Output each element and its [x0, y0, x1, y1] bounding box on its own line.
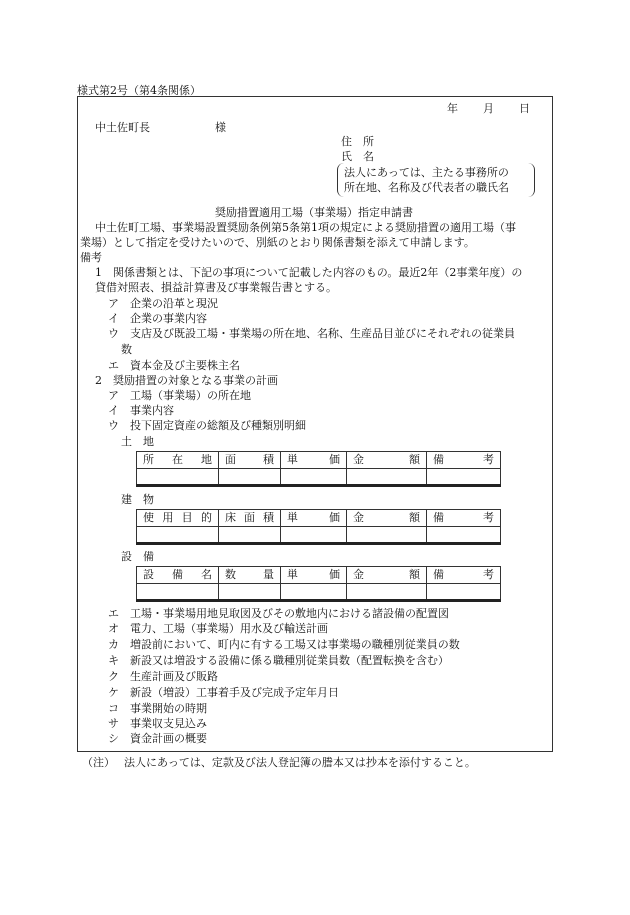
remark-2-a: ア 工場（事業場）の所在地 [108, 389, 251, 402]
building-table [136, 509, 501, 545]
remark-2-ko: コ 事業開始の時期 [108, 702, 207, 715]
remark-1-e: エ 資本金及び主要株主名 [108, 359, 240, 372]
footnote-label: （注） [82, 756, 115, 769]
remark-2-i: イ 事業内容 [108, 404, 174, 417]
remark-2-u: ウ 投下固定資産の総額及び種類別明細 [108, 419, 306, 432]
remark-2-ka: カ 増設前において、町内に有する工場又は事業場の職種別従業員の数 [108, 638, 460, 651]
building-empty-row [137, 527, 501, 544]
footnote-text: 法人にあっては、定款及び法人登記簿の謄本又は抄本を添付すること。 [124, 756, 476, 769]
land-header-location: 所 在 地 [137, 452, 219, 469]
land-header-amount: 金 額 [347, 452, 427, 469]
equipment-header-name: 設 備 名 [137, 567, 219, 584]
equipment-header-unit-price: 単 価 [281, 567, 347, 584]
date-label: 年 月 日 [447, 102, 531, 115]
remark-2-line1: 2 奨励措置の対象となる事業の計画 [95, 374, 278, 387]
land-empty-row [137, 469, 501, 486]
building-header-amount: 金 額 [347, 510, 427, 527]
remark-2-ke: ケ 新設（増設）工事着手及び完成予定年月日 [108, 686, 339, 699]
equipment-label: 設 備 [121, 550, 154, 563]
remark-2-e: エ 工場・事業場用地見取図及びその敷地内における諸設備の配置図 [108, 607, 449, 620]
land-header-area: 面 積 [219, 452, 281, 469]
building-label: 建 物 [121, 493, 154, 506]
equipment-header-remarks: 備 考 [427, 567, 501, 584]
remark-2-o: オ 電力、工場（事業場）用水及び輸送計画 [108, 622, 328, 635]
form-number: 様式第2号（第4条関係） [77, 84, 201, 97]
equipment-table [136, 566, 501, 602]
building-header-purpose: 使 用 目 的 [137, 510, 219, 527]
remark-2-ki: キ 新設又は増設する設備に係る職種別従業員数（配置転換を含む） [108, 654, 449, 667]
remark-2-ku: ク 生産計画及び販路 [108, 670, 218, 683]
land-header-unit-price: 単 価 [281, 452, 347, 469]
land-header-remarks: 備 考 [427, 452, 501, 469]
building-header-unit-price: 単 価 [281, 510, 347, 527]
addressee-name: 中土佐町長 [95, 121, 150, 134]
land-label: 土 地 [121, 435, 154, 448]
body-text-line1: 中土佐町工場、事業場設置奨励条例第5条第1項の規定による奨励措置の適用工場（事 [95, 221, 516, 234]
remark-2-shi: シ 資金計画の概要 [108, 732, 207, 745]
equipment-header-amount: 金 額 [347, 567, 427, 584]
equipment-header-quantity: 数 量 [219, 567, 281, 584]
applicant-note-line2: 所在地、名称及び代表者の職氏名 [344, 181, 509, 194]
remark-1-u-line1: ウ 支店及び既設工場・事業場の所在地、名称、生産品目並びにそれぞれの従業員 [108, 327, 515, 340]
remark-2-sa: サ 事業収支見込み [108, 717, 207, 730]
land-table [136, 451, 501, 487]
remark-1-a: ア 企業の沿革と現況 [108, 297, 218, 310]
document-title: 奨励措置適用工場（事業場）指定申請書 [215, 206, 413, 219]
body-text-line2: 業場）として指定を受けたいので、別紙のとおり関係書類を添えて申請します。 [80, 236, 475, 249]
building-header-floor-area: 床 面 積 [219, 510, 281, 527]
remark-1-i: イ 企業の事業内容 [108, 312, 207, 325]
remark-1-line1: 1 関係書類とは、下記の事項について記載した内容のもの。最近2年（2事業年度）の [95, 266, 523, 279]
remark-1-line2: 貸借対照表、損益計算書及び事業報告書とする。 [95, 281, 337, 294]
address-label: 住 所 [341, 135, 374, 148]
building-header-remarks: 備 考 [427, 510, 501, 527]
name-label: 氏 名 [341, 150, 374, 163]
addressee-honorific: 様 [215, 121, 226, 134]
applicant-note-line1: 法人にあっては、主たる事務所の [344, 166, 509, 179]
remarks-label: 備考 [80, 251, 102, 264]
equipment-empty-row [137, 584, 501, 601]
remark-1-u-line2: 数 [121, 343, 132, 356]
